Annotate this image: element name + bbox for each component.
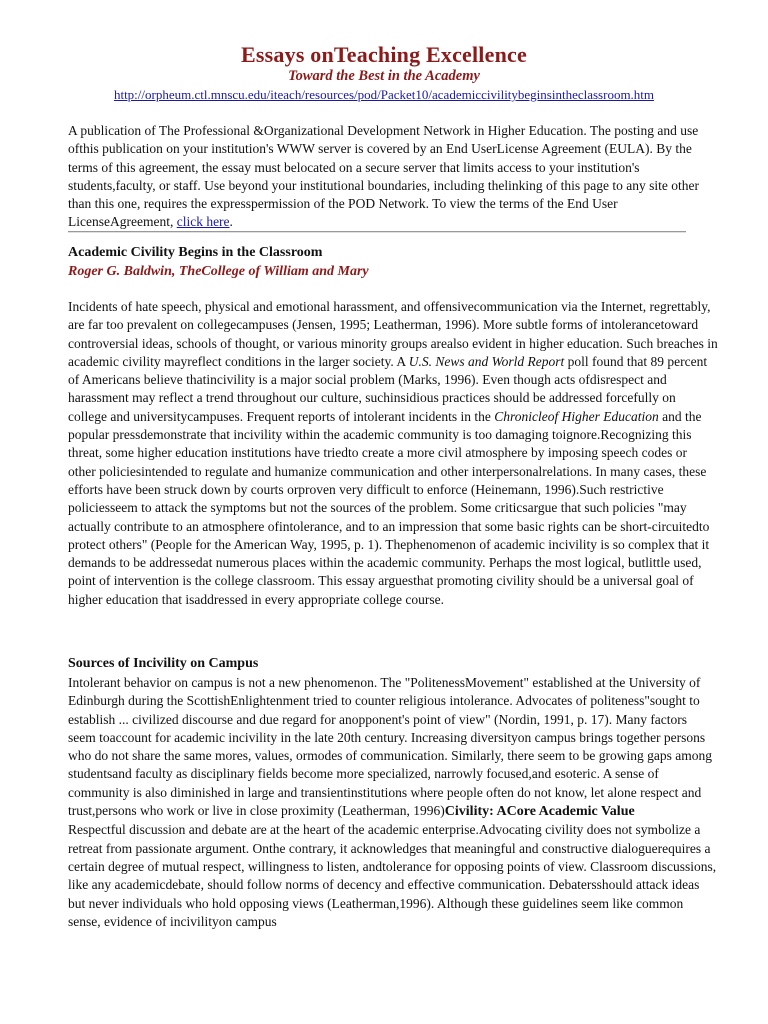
para1-segment-1: Incidents of hate speech, physical and emotional harassment, and offensivecommunication via the Internet, regrettably, are far too prevalent on collegecampuses (Jensen, 1995; Leatherman, 1996). More subtle forms of intolerancetoward controversial ideas, schools of thought, or various minority groups arealso evident in higher education. Such breaches in academic civility mayreflect conditions in the larger society. A xyxy=(68,299,718,369)
para2-text: Intolerant behavior on campus is not a new phenomenon. The "PolitenessMovement" established at the University of Edinburgh during the ScottishEnlightenment tried to counter religious intolerance. Advocates of politeness"sought to establish ... civilized discourse and due regard for anopponent's point of view" (Nordin, 1991, p. 17). Many factors seem toaccount for academic incivility in the late 20th century. Increasing diversityon campus brings together persons who do not share the same mores, values, ormodes of communication. Similarly, there seem to be growing gaps among studentsand faculty as disciplinary fields become more specialized, narrowly focused,and esoteric. A sense of community is also diminished in large and transientinstitutions where people often do not know, let alone respect and trust,persons who work or live in close proximity (Leatherman, 1996) xyxy=(68,675,712,819)
source-url-link[interactable]: http://orpheum.ctl.mnscu.edu/iteach/resources/pod/Packet10/academiccivilitybeginsintheclassroom.htm xyxy=(113,87,655,102)
essay-byline: Roger G. Baldwin, TheCollege of William and Mary xyxy=(68,264,369,279)
publication-name-chronicle: Chronicleof Higher Education xyxy=(494,408,659,424)
license-notice-trailing: . xyxy=(229,214,233,230)
para1-segment-3: and the popular pressdemonstrate that incivility within the academic community is too damaging toignore.Recognizing this threat, some higher education institutions have triedto create a more civil atmosphere by imposing speech codes or other policiesintended to regulate and humanize communication and other interpersonalrelations. In many cases, these efforts have been struck down by courts orproven very difficult to enforce (Heinemann, 1996).Such restrictive policiesseem to attack the symptoms but not the sources of the problem. Some criticsargue that such policies "may actually contribute to an atmosphere ofintolerance, and to an impression that some basic rights can be short-circuitedto protect others" (People for the American Way, 1995, p. 1). Thephenomenon of academic incivility is so complex that it demands to be addressedat numerous places within the academic community. Perhaps the most logical, butlittle used, point of intervention is the college classroom. This essay arguesthat promoting civility should be a universal goal of higher education that isaddressed in every appropriate college course. xyxy=(68,408,710,607)
horizontal-divider xyxy=(68,231,686,233)
eula-link[interactable]: click here xyxy=(176,214,230,230)
para1-segment-2: poll found that 89 percent of Americans believe thatincivility is a major social problem (Marks, 1996). Even though acts ofdisrespect and harassment may reflect a trend throughout our culture, suchinsidious practices should be addressed forcefully on college and universitycampuses. Frequent reports of intolerant incidents in the xyxy=(68,353,708,424)
essay-title: Academic Civility Begins in the Classroom xyxy=(68,245,323,260)
section-heading-sources: Sources of Incivility on Campus xyxy=(68,656,259,671)
license-notice xyxy=(68,122,718,232)
page-title: Essays onTeaching Excellence xyxy=(241,42,527,67)
body-paragraph-intro xyxy=(68,298,718,609)
section-heading-civility: Civility: ACore Academic Value xyxy=(444,804,635,820)
body-paragraph-sources xyxy=(68,674,718,931)
page-subtitle: Toward the Best in the Academy xyxy=(288,68,480,84)
para2-continuation: Respectful discussion and debate are at the heart of the academic enterprise.Advocating civility does not symbolize a retreat from passionate argument. Onthe contrary, it acknowledges that meaningful and constructive dialoguerequires a certain degree of mutual respect, willingness to listen, andtolerance for opposing points of view. Classroom discussions, like any academicdebate, should follow norms of decency and effective communication. Debatersshould attack ideas but never individuals who hold opposing views (Leatherman,1996). Although these guidelines seem like common sense, evidence of incivilityon campus xyxy=(68,822,717,929)
publication-name-usnews: U.S. News and World Report xyxy=(408,353,565,369)
license-notice-text: A publication of The Professional &Organizational Development Network in Higher Education. The posting and use ofthis publication on your institution's WWW server is covered by an End UserLicense Agreement (EULA). By the terms of this agreement, the essay must belocated on a secure server that limits access to your institution's students,faculty, or staff. Use beyond your institutional boundaries, including thelinking of this page to any site other than this one, requires the expresspermission of the POD Network. To view the terms of the End User LicenseAgreement, xyxy=(68,123,700,230)
